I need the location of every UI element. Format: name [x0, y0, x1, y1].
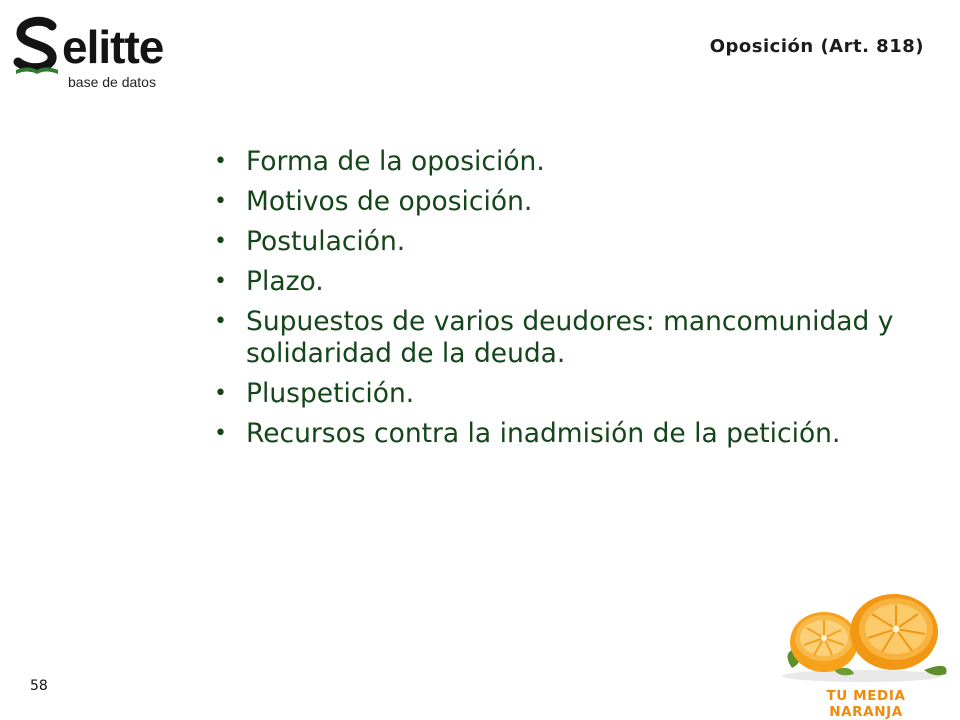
bullet-text: Forma de la oposición. [246, 146, 545, 177]
bullet-dot-icon: • [214, 229, 227, 254]
orange-halves-icon [774, 590, 954, 685]
logo-subtitle: base de datos [68, 74, 156, 90]
bullet-item [212, 418, 922, 450]
elitte-logo [12, 12, 192, 92]
page-number: 58 [30, 678, 48, 694]
bullet-text: Motivos de oposición. [246, 186, 533, 217]
bullet-text: Postulación. [246, 226, 406, 257]
bullet-item [212, 226, 922, 258]
bullet-item [212, 306, 922, 370]
bullet-item [212, 378, 922, 410]
bullet-dot-icon: • [214, 309, 227, 334]
bullet-text: Recursos contra la inadmisión de la petición. [246, 418, 841, 449]
bullet-dot-icon: • [214, 381, 227, 406]
brand-tagline: TU MEDIA NARANJA [826, 688, 906, 720]
bullet-dot-icon: • [214, 189, 227, 214]
logo-wordmark: elitte [62, 21, 164, 73]
slide-title: Oposición (Art. 818) [709, 36, 924, 57]
bullet-item [212, 146, 922, 178]
bullet-dot-icon: • [214, 421, 227, 446]
bullet-text: Pluspetición. [246, 378, 415, 409]
bullet-dot-icon: • [214, 269, 227, 294]
bullet-list [212, 146, 922, 458]
bullet-text: Supuestos de varios deudores: mancomunidad y solidaridad de la deuda. [246, 306, 894, 369]
bullet-dot-icon: • [214, 149, 227, 174]
bullet-item [212, 186, 922, 218]
bullet-item [212, 266, 922, 298]
bullet-text: Plazo. [246, 266, 324, 297]
